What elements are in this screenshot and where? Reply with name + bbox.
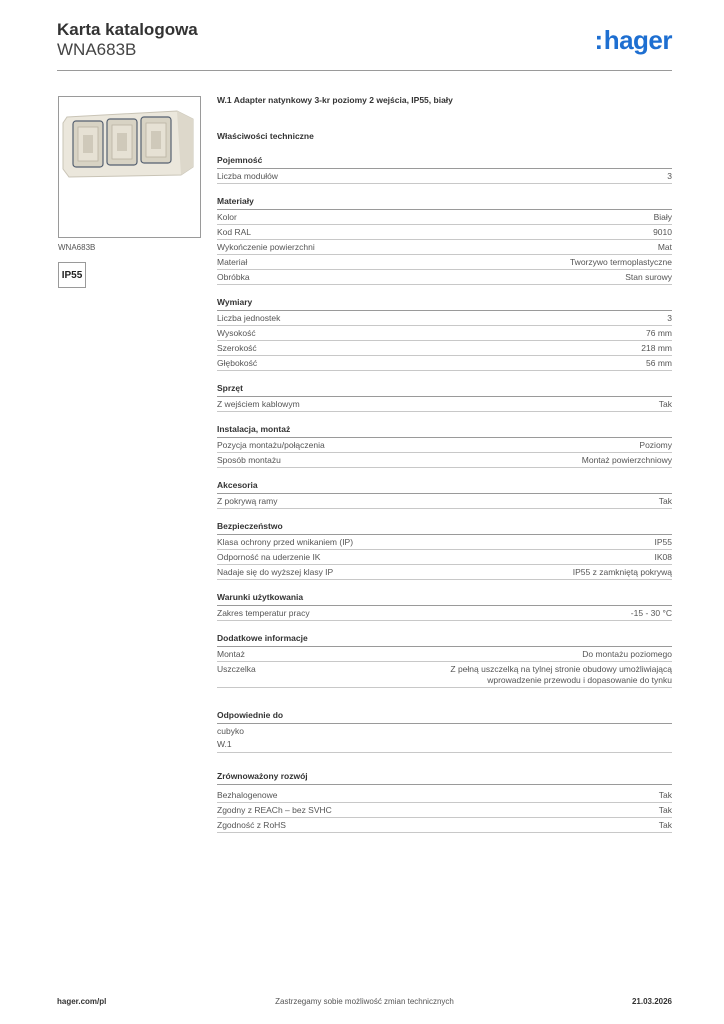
spec-value: Tak <box>658 819 672 830</box>
spec-value: 9010 <box>653 226 672 237</box>
spec-label: Z wejściem kablowym <box>217 398 300 409</box>
spec-value: Stan surowy <box>625 271 672 282</box>
spec-value: Tak <box>658 789 672 800</box>
technical-properties-title: Właściwości techniczne <box>217 131 314 141</box>
spec-label: Klasa ochrony przed wnikaniem (IP) <box>217 536 354 547</box>
sustainability-section <box>217 771 672 833</box>
section-title: Instalacja, montaż <box>217 424 672 438</box>
spec-value: IP55 <box>654 536 672 547</box>
document-header <box>57 20 198 60</box>
spec-value: Do montażu poziomego <box>582 648 672 659</box>
spec-label: Liczba jednostek <box>217 312 281 323</box>
spec-label: Zgodny z REACh – bez SVHC <box>217 804 332 815</box>
spec-label: Głębokość <box>217 357 258 368</box>
spec-label: Kod RAL <box>217 226 252 237</box>
spec-label: Materiał <box>217 256 248 267</box>
footer-date: 21.03.2026 <box>631 997 672 1006</box>
spec-label: Zakres temperatur pracy <box>217 607 310 618</box>
spec-row <box>217 311 672 326</box>
product-code: WNA683B <box>57 40 137 59</box>
spec-label: Zgodność z RoHS <box>217 819 286 830</box>
spec-row <box>217 438 672 453</box>
spec-value: 56 mm <box>646 357 672 368</box>
spec-label: Uszczelka <box>217 663 256 674</box>
spec-section <box>217 521 672 580</box>
image-caption: WNA683B <box>58 243 96 252</box>
section-title: Dodatkowe informacje <box>217 633 672 647</box>
hager-logo[interactable] <box>595 26 672 54</box>
spec-value: Mat <box>657 241 672 252</box>
logo-text: hager <box>603 25 672 55</box>
spec-value: Biały <box>653 211 672 222</box>
spec-row <box>217 535 672 550</box>
spec-label: Kolor <box>217 211 237 222</box>
suitable-for-section <box>217 710 672 753</box>
spec-row <box>217 255 672 270</box>
spec-value: 3 <box>667 312 672 323</box>
product-illustration <box>59 97 200 237</box>
ip-rating-badge: IP55 <box>58 262 86 288</box>
spec-label: Montaż <box>217 648 245 659</box>
spec-label: Pozycja montażu/połączenia <box>217 439 325 450</box>
spec-value: Tak <box>658 495 672 506</box>
spec-section <box>217 480 672 509</box>
spec-row <box>217 550 672 565</box>
spec-row <box>217 356 672 371</box>
spec-label: Nadaje się do wyższej klasy IP <box>217 566 334 577</box>
spec-row <box>217 606 672 621</box>
spec-section <box>217 592 672 621</box>
spec-row <box>217 647 672 662</box>
footer-notice: Zastrzegamy sobie możliwość zmian technicznych <box>275 997 454 1006</box>
spec-value: Tak <box>658 804 672 815</box>
spec-label: Szerokość <box>217 342 257 353</box>
section-title: Materiały <box>217 196 672 210</box>
spec-row <box>217 225 672 240</box>
spec-row <box>217 453 672 468</box>
section-title: Akcesoria <box>217 480 672 494</box>
spec-value: Tworzywo termoplastyczne <box>569 256 672 267</box>
section-title: Warunki użytkowania <box>217 592 672 606</box>
spec-section <box>217 297 672 371</box>
specification-content <box>217 95 672 833</box>
header-divider <box>57 70 672 71</box>
spec-label: Odporność na uderzenie IK <box>217 551 321 562</box>
section-title: Wymiary <box>217 297 672 311</box>
product-image <box>58 96 201 238</box>
spec-row <box>217 326 672 341</box>
spec-value: 76 mm <box>646 327 672 338</box>
spec-value: Z pełną uszczelką na tylnej stronie obudowy umożliwiającą wprowadzenie przewodu i dopasowanie do tynku <box>450 663 672 685</box>
spec-row <box>217 270 672 285</box>
spec-value: -15 - 30 °C <box>630 607 672 618</box>
spec-value: Montaż powierzchniowy <box>581 454 672 465</box>
spec-label: Liczba modułów <box>217 170 278 181</box>
spec-value: 218 mm <box>641 342 672 353</box>
product-name: W.1 Adapter natynkowy 3-kr poziomy 2 wejścia, IP55, biały <box>217 95 453 105</box>
spec-row <box>217 240 672 255</box>
spec-section <box>217 196 672 285</box>
logo-mark-icon: : <box>594 25 603 55</box>
spec-label: Obróbka <box>217 271 250 282</box>
spec-row <box>217 169 672 184</box>
spec-section <box>217 424 672 468</box>
suitable-item: W.1 <box>217 737 672 753</box>
spec-row <box>217 818 672 833</box>
spec-label: Z pokrywą ramy <box>217 495 278 506</box>
suitable-item: cubyko <box>217 726 244 736</box>
spec-row <box>217 341 672 356</box>
spec-section <box>217 383 672 412</box>
section-title: Zrównoważony rozwój <box>217 771 672 785</box>
spec-row <box>217 210 672 225</box>
section-title: Pojemność <box>217 155 672 169</box>
spec-section <box>217 633 672 688</box>
spec-value: IP55 z zamkniętą pokrywą <box>572 566 672 577</box>
spec-row <box>217 565 672 580</box>
spec-row <box>217 397 672 412</box>
section-title: Bezpieczeństwo <box>217 521 672 535</box>
spec-section <box>217 155 672 184</box>
footer-website-link[interactable]: hager.com/pl <box>57 997 107 1006</box>
section-title: Sprzęt <box>217 383 672 397</box>
spec-label: Bezhalogenowe <box>217 789 278 800</box>
document-title: Karta katalogowa <box>57 20 198 39</box>
spec-value: Poziomy <box>639 439 672 450</box>
spec-label: Sposób montażu <box>217 454 281 465</box>
spec-row <box>217 803 672 818</box>
spec-value: Tak <box>658 398 672 409</box>
spec-sections <box>217 155 672 688</box>
spec-value: IK08 <box>654 551 672 562</box>
spec-value: 3 <box>667 170 672 181</box>
spec-row <box>217 662 672 688</box>
spec-label: Wysokość <box>217 327 256 338</box>
spec-label: Wykończenie powierzchni <box>217 241 315 252</box>
section-title: Odpowiednie do <box>217 710 672 724</box>
spec-row <box>217 788 672 803</box>
spec-row <box>217 494 672 509</box>
